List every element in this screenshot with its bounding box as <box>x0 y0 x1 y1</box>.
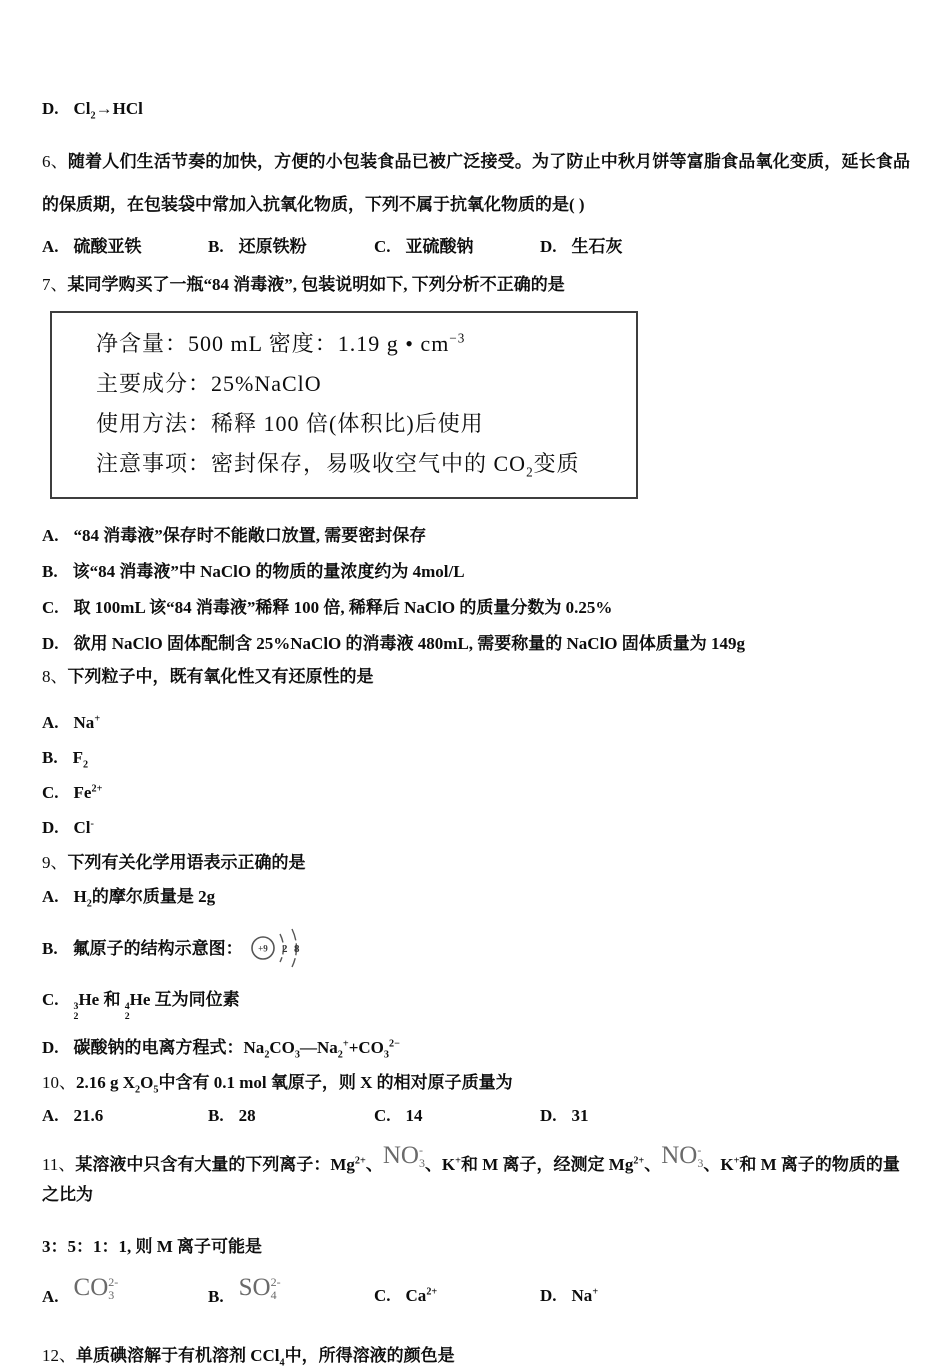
svg-text:+9: +9 <box>257 943 268 954</box>
question-9-options <box>42 887 910 1061</box>
question-10-stem <box>42 1073 910 1096</box>
product-label-box <box>50 311 638 499</box>
question-6-option-b: B. 还原铁粉 <box>208 237 307 256</box>
question-11-option-a: A. CO 2- 3 <box>42 1274 119 1307</box>
svg-text:2: 2 <box>281 943 288 955</box>
question-11-option-d: D. Na+ <box>540 1285 599 1305</box>
question-11-option-c: C. $Ca^{2+}$ <box>374 1285 438 1305</box>
question-8-number: 8、 <box>42 667 68 686</box>
question-9-option-b: B. 氟原子的结构示意图： +9 2 8 <box>42 922 910 974</box>
question-11-ratio-line: 3：5：1：1, 则 M 离子可能是 <box>42 1237 263 1257</box>
question-11-options <box>42 1274 910 1312</box>
question-7-option-d: D. 欲用 NaClO 固体配制含 25%NaClO 的消毒液 480mL, 需要称量的 NaClO 固体质量为 149g <box>42 634 746 653</box>
question-8-stem <box>42 667 910 686</box>
question-8-option-d: D. Cl- <box>42 818 94 837</box>
question-10-options <box>42 1106 910 1125</box>
question-7-option-b: B. 该“84 消毒液”中 NaClO 的物质的量浓度约为 4mol/L <box>42 562 465 581</box>
question-10-text: 2.16 g $X_2O_5$中含有 0.1 mol 氧原子，则 X 的相对原子质量为 <box>76 1073 513 1096</box>
svg-text:8: 8 <box>293 943 300 955</box>
question-7-options <box>42 526 910 653</box>
question-11-number: 11、 <box>42 1155 76 1175</box>
question-12-stem <box>42 1346 910 1368</box>
question-6-option-c: C. 亚硫酸钠 <box>374 237 474 256</box>
question-11-stem <box>42 1142 910 1210</box>
question-10-option-d: D. 31 <box>540 1106 589 1126</box>
option-text: $Cl_2\to HCl$ <box>73 99 143 122</box>
question-6-text: 随着人们生活节奏的加快，方便的小包装食品已被广泛接受。为了防止中秋月饼等富脂食品氧化变质，延长食品的保质期，在包装袋中常加入抗氧化物质，下列不属于抗氧化物质的是( ) <box>42 152 911 214</box>
question-7-stem <box>42 275 910 294</box>
question-12-text: 单质碘溶解于有机溶剂 CCl$_4$中，所得溶液的颜色是 <box>76 1346 455 1368</box>
option-label: D. <box>42 99 59 118</box>
question-10-option-c: C. 14 <box>374 1106 423 1126</box>
question-9-option-c: C. 3 2 He 和 4 2 He 互为同位素 <box>42 990 240 1022</box>
question-6-stem <box>42 140 910 226</box>
label-line-usage: 使用方法：稀释 100 倍(体积比)后使用 <box>96 411 484 436</box>
question-8-text: 下列粒子中，既有氧化性又有还原性的是 <box>67 667 374 686</box>
question-7-number: 7、 <box>42 275 68 294</box>
label-line-net-content: 净含量：500 mL 密度：1.19 g • $cm^{-3}$ <box>96 330 466 356</box>
question-7-text: 某同学购买了一瓶“84 消毒液”, 包装说明如下, 下列分析不正确的是 <box>67 275 565 294</box>
question-9-option-a: A. $H_2$的摩尔质量是 2g <box>42 887 216 910</box>
question-6-options <box>42 237 910 256</box>
label-line-main-ingredient: 主要成分：25%NaClO <box>96 371 322 396</box>
atom-structure-diagram <box>249 924 307 972</box>
question-8-option-a: A. Na+ <box>42 713 101 732</box>
question-11-text: 某溶液中只含有大量的下列离子：$Mg^{2+}$、 NO - 3 、K+和 M 离子，经测定 $Mg^{2+}$、 NO - 3 、K+和 M 离子的物质的量之比为 <box>42 1142 900 1205</box>
question-8-options <box>42 713 910 837</box>
question-8-option-c: C. $Fe^{2+}$ <box>42 783 103 802</box>
question-12-number: 12、 <box>42 1346 76 1366</box>
question-8-option-b: B. $F_2$ <box>42 748 89 771</box>
question-9-text: 下列有关化学用语表示正确的是 <box>67 853 306 872</box>
question-5-option-d <box>42 99 910 122</box>
label-line-caution: 注意事项：密封保存，易吸收空气中的 $CO_2$变质 <box>96 451 580 480</box>
question-11-option-b: B. SO 2- 4 <box>208 1274 281 1307</box>
question-9-option-d: D. 碳酸钠的电离方程式：$Na_2CO_3—Na_2^++CO_3^{2-}$ <box>42 1038 400 1061</box>
question-6-option-d: D. 生石灰 <box>540 237 623 256</box>
question-7-option-c: C. 取 100mL 该“84 消毒液”稀释 100 倍, 稀释后 NaClO 的质量分数为 0.25% <box>42 598 613 617</box>
question-6-number: 6、 <box>42 152 68 171</box>
question-10-option-b: B. 28 <box>208 1106 256 1126</box>
question-6-option-a: A. 硫酸亚铁 <box>42 237 142 256</box>
question-9-number: 9、 <box>42 853 68 872</box>
question-10-option-a: A. 21.6 <box>42 1106 104 1126</box>
question-10-number: 10、 <box>42 1073 76 1093</box>
question-9-stem <box>42 853 910 872</box>
question-7-option-a: A. “84 消毒液”保存时不能敞口放置, 需要密封保存 <box>42 526 427 545</box>
